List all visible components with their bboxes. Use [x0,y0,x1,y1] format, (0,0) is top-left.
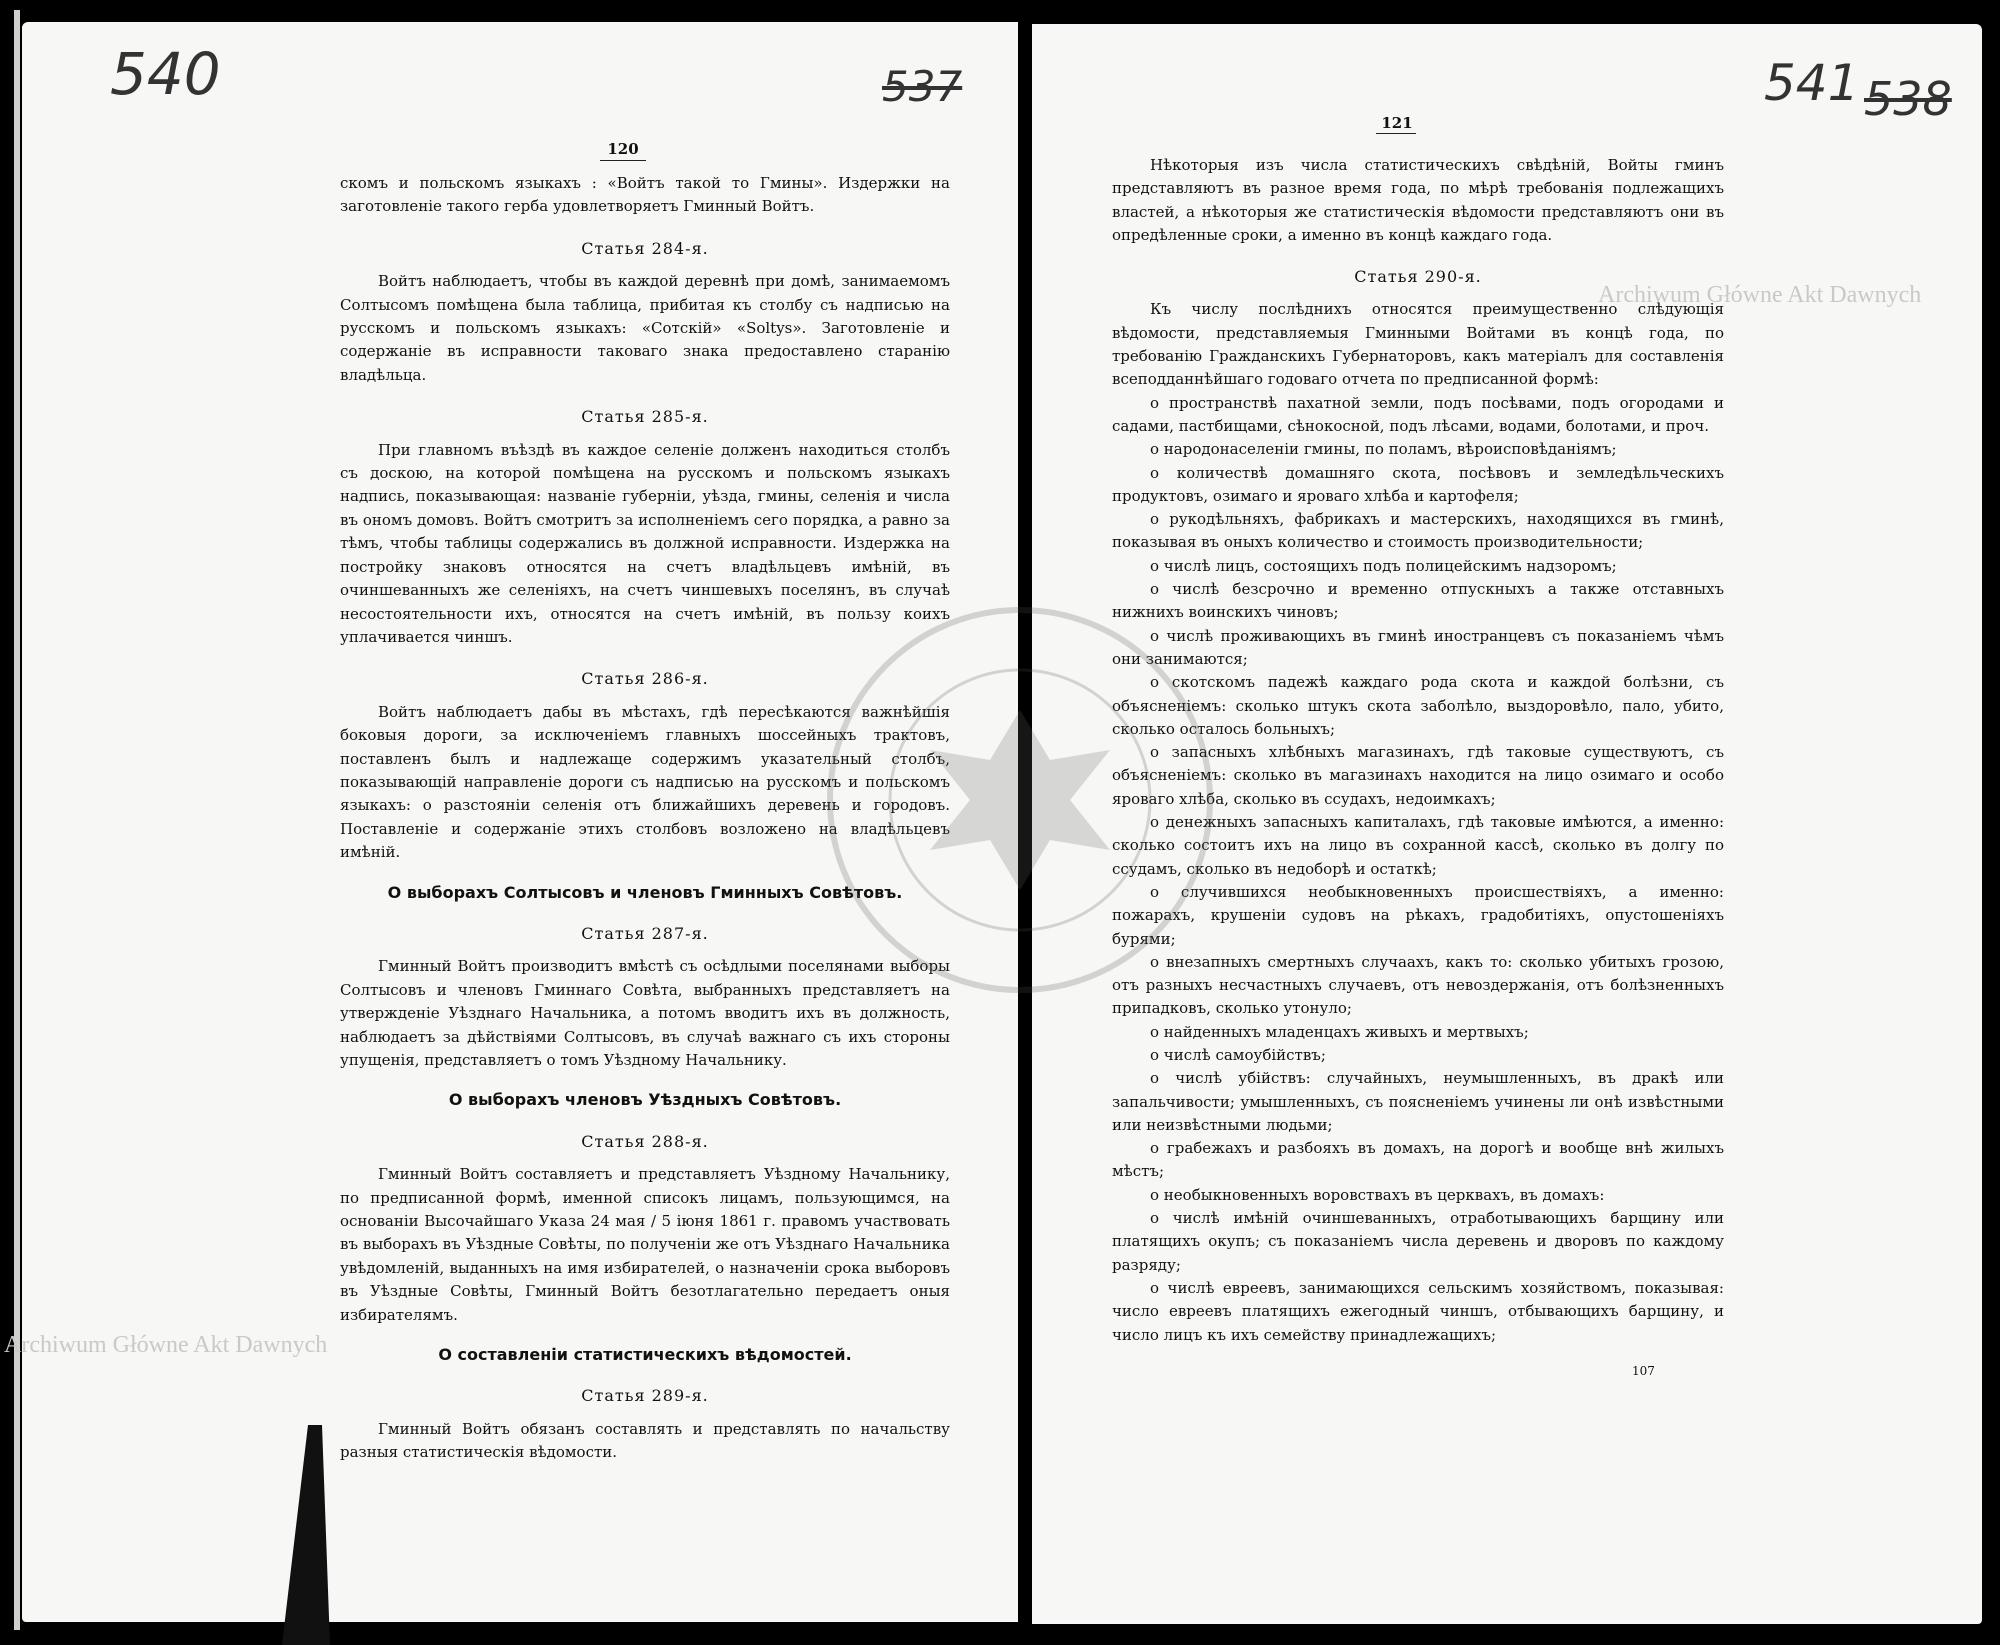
paragraph: о числѣ евреевъ, занимающихся сельскимъ хозяйствомъ, показывая: число евреевъ платящихъ ежегодный чиншъ, отбывающихъ барщину, и число лицъ къ ихъ семейству принадлежащихъ; [1112,1278,1724,1344]
article-heading: Статья 285-я. [581,407,709,427]
archive-watermark: Archiwum Główne Akt Dawnych [4,1332,328,1358]
paragraph: о числѣ имѣній очиншеванныхъ, отработывающихъ барщину или платящихъ окупъ; съ показаніемъ числа деревень и дворовъ по каждому разряду; [1112,1209,1724,1274]
handwritten-folio-number: 541 [1764,54,1860,112]
paragraph: о скотскомъ падежѣ каждаго рода скота и каждой болѣзни, съ объясненіемъ: сколько штукъ скота заболѣло, выздоровѣло, пало, убито, сколько осталось больныхъ; [1112,673,1724,738]
footer-page-number: 107 [1632,1364,1655,1378]
paragraph: Войтъ наблюдаетъ, чтобы въ каждой деревнѣ при домѣ, занимаемомъ Солтысомъ помѣщена была таблица, прибитая къ столбу съ надписью на русскомъ и польскомъ языкахъ: «Сотскій» «Soltys». Заготовленіе и содержаніе въ исправности таковаго знака предоставлено старанію владѣльца. [340,272,950,384]
paragraph: о найденныхъ младенцахъ живыхъ и мертвыхъ; [1150,1022,1529,1041]
article-heading: Статья 286-я. [581,669,709,689]
paragraph: о пространствѣ пахатной земли, подъ посѣвами, подъ огородами и садами, пастбищами, сѣнокосной, подъ лѣсами, водами, болотами, и проч. [1112,393,1724,435]
handwritten-folio-number: 540 [110,40,221,108]
paragraph: о грабежахъ и разбояхъ въ домахъ, на дорогѣ и вообще внѣ жилыхъ мѣстъ; [1112,1139,1724,1181]
paragraph: о числѣ убійствъ: случайныхъ, неумышленныхъ, въ дракѣ или запальчивости; умышленныхъ, съ поясненіемъ учинены ли онѣ извѣстными или неизвѣстными людьми; [1112,1069,1724,1134]
article-heading: Статья 290-я. [1354,267,1482,287]
article-heading: Статья 284-я. [581,238,709,258]
page-number: 120 [607,140,639,158]
paragraph: о внезапныхъ смертныхъ случаахъ, какъ то: сколько убитыхъ грозою, отъ разныхъ несчастныхъ случаевъ, отъ невоздержанія, отъ болѣзненныхъ припадковъ, сколько утонуло; [1112,952,1724,1018]
paragraph: Гминный Войтъ составляетъ и представляетъ Уѣздному Начальнику, по предписанной формѣ, именной списокъ лицамъ, пользующимся, на основаніи Высочайшаго Указа 24 мая / 5 іюня 1861 г. правомъ участвовать въ выборахъ въ Уѣздные Совѣты, по полученіи же отъ Уѣзднаго Начальника увѣдомленій, выданныхъ на имя избирателей, о назначеніи срока выборовъ въ Уѣздные Совѣты, Гминный Войтъ безотлагательно передаетъ оныя избирателямъ. [340,1165,950,1324]
paragraph: о числѣ безсрочно и временно отпускныхъ а также отставныхъ нижнихъ воинскихъ чиновъ; [1112,580,1724,622]
section-title: О выборахъ Солтысовъ и членовъ Гминныхъ Совѣтовъ. [387,882,903,902]
article-heading: Статья 289-я. [581,1386,709,1406]
paragraph: При главномъ въѣздѣ въ каждое селеніе долженъ находиться столбъ съ доскою, на которой помѣщена на русскомъ и польскомъ языкахъ надпись, показывающая: названіе губерніи, уѣзда, гмины, селенія и числа въ ономъ домовъ. Войтъ смотритъ за исполненіемъ сего порядка, а равно за тѣмъ, чтобы таблицы содержались въ должной исправности. Издержка на постройку знаковъ относятся на счетъ владѣльцевъ имѣній, въ очиншеванныхъ же селеніяхъ, на счетъ чиншевыхъ поселянъ, въ случаѣ несостоятельности ихъ, относятся на счетъ имѣній, въ пользу коихъ уплачивается чиншъ. [340,440,950,646]
paragraph: о народонаселеніи гмины, по поламъ, вѣроисповѣданіямъ; [1150,440,1617,459]
article-heading: Статья 288-я. [581,1131,709,1151]
handwritten-folio-number-crossed: 537 [882,62,963,111]
paragraph: Къ числу послѣднихъ относятся преимущественно слѣдующія вѣдомости, представляемыя Гминными Войтами въ концѣ года, по требованію Гражданскихъ Губернаторовъ, какъ матеріалъ для составленія всеподданнѣйшаго годоваго отчета по предписанной формѣ: [1112,300,1724,389]
page-stack-edge [14,10,20,1630]
paragraph: о числѣ лицъ, состоящихъ подъ полицейскимъ надзоромъ; [1150,556,1617,575]
page-number-rule [1376,133,1416,134]
paragraph: о рукодѣльняхъ, фабрикахъ и мастерскихъ, находящихся въ гминѣ, показывая въ оныхъ количество и стоимость производительности; [1112,510,1724,552]
paragraph: скомъ и польскомъ языкахъ : «Войтъ такой то Гмины». Издержки на заготовленіе такого герба удовлетворяетъ Гминный Войтъ. [340,174,950,216]
section-title: О выборахъ членовъ Уѣздныхъ Совѣтовъ. [448,1090,842,1110]
archive-watermark: Archiwum Główne Akt Dawnych [1598,282,1922,308]
paragraph: о числѣ самоубійствъ; [1150,1045,1326,1064]
paragraph: о денежныхъ запасныхъ капиталахъ, гдѣ таковые имѣются, а именно: сколько состоитъ ихъ на лицо въ сохранной кассѣ, сколько въ долгу по ссудамъ, сколько въ недоборѣ и остаткѣ; [1112,813,1724,878]
paragraph: Войтъ наблюдаетъ дабы въ мѣстахъ, гдѣ пересѣкаются важнѣйшія боковыя дороги, за исключеніемъ главныхъ шоссейныхъ трактовъ, поставленъ былъ и надлежаще содержимъ указательный столбъ, показывающій направленіе дороги съ надписью на русскомъ и польскомъ языкахъ: о разстояніи селенія отъ ближайшихъ деревень и городовъ. Поставленіе и содержаніе этихъ столбовъ возложено на владѣльцевъ имѣній. [340,702,950,862]
paragraph: Гминный Войтъ производитъ вмѣстѣ съ осѣдлыми поселянами выборы Солтысовъ и членовъ Гминнаго Совѣта, выбранныхъ представляетъ на утвержденіе Уѣзднаго Начальника, а потомъ вводитъ ихъ въ должность, наблюдаетъ за дѣйствіями Солтысовъ, въ случаѣ важнаго съ ихъ стороны упущенія, представляетъ о томъ Уѣздному Начальнику. [340,957,950,1069]
section-title: О составленіи статистическихъ вѣдомостей. [438,1345,852,1365]
paragraph: о количествѣ домашняго скота, посѣвовъ и земледѣльческихъ продуктовъ, озимаго и яроваго хлѣба и картофеля; [1112,463,1724,505]
paragraph: Нѣкоторыя изъ числа статистическихъ свѣдѣній, Войты гминъ представляютъ въ разное время года, по мѣрѣ требованія подлежащихъ властей, а нѣкоторыя же статистическія вѣдомости представляютъ они въ опредѣленные сроки, а именно въ концѣ каждаго года. [1112,156,1724,244]
paragraph: о запасныхъ хлѣбныхъ магазинахъ, гдѣ таковые существуютъ, съ объясненіемъ: сколько въ магазинахъ находится на лицо озимаго и особо яроваго хлѣба, сколько въ ссудахъ, недоимкахъ; [1112,743,1724,808]
paragraph: о числѣ проживающихъ въ гминѣ иностранцевъ съ показаніемъ чѣмъ они занимаются; [1112,626,1724,668]
eagle-emblem-icon [930,710,1110,890]
page-number-rule [600,160,646,161]
paragraph: о необыкновенныхъ воровствахъ въ церквахъ, въ домахъ: [1150,1185,1605,1204]
page-number: 121 [1381,114,1413,132]
paragraph: о случившихся необыкновенныхъ происшествіяхъ, а именно: пожарахъ, крушеніи судовъ на рѣкахъ, градобитіяхъ, опустошеніяхъ бурями; [1112,882,1724,948]
bookmark-ribbon [270,1425,350,1645]
article-heading: Статья 287-я. [581,923,709,943]
paragraph: Гминный Войтъ обязанъ составлять и представлять по начальству разныя статистическія вѣдомости. [340,1419,950,1462]
archive-seal-stamp [820,600,1220,1000]
handwritten-folio-number-crossed: 538 [1864,72,1952,126]
